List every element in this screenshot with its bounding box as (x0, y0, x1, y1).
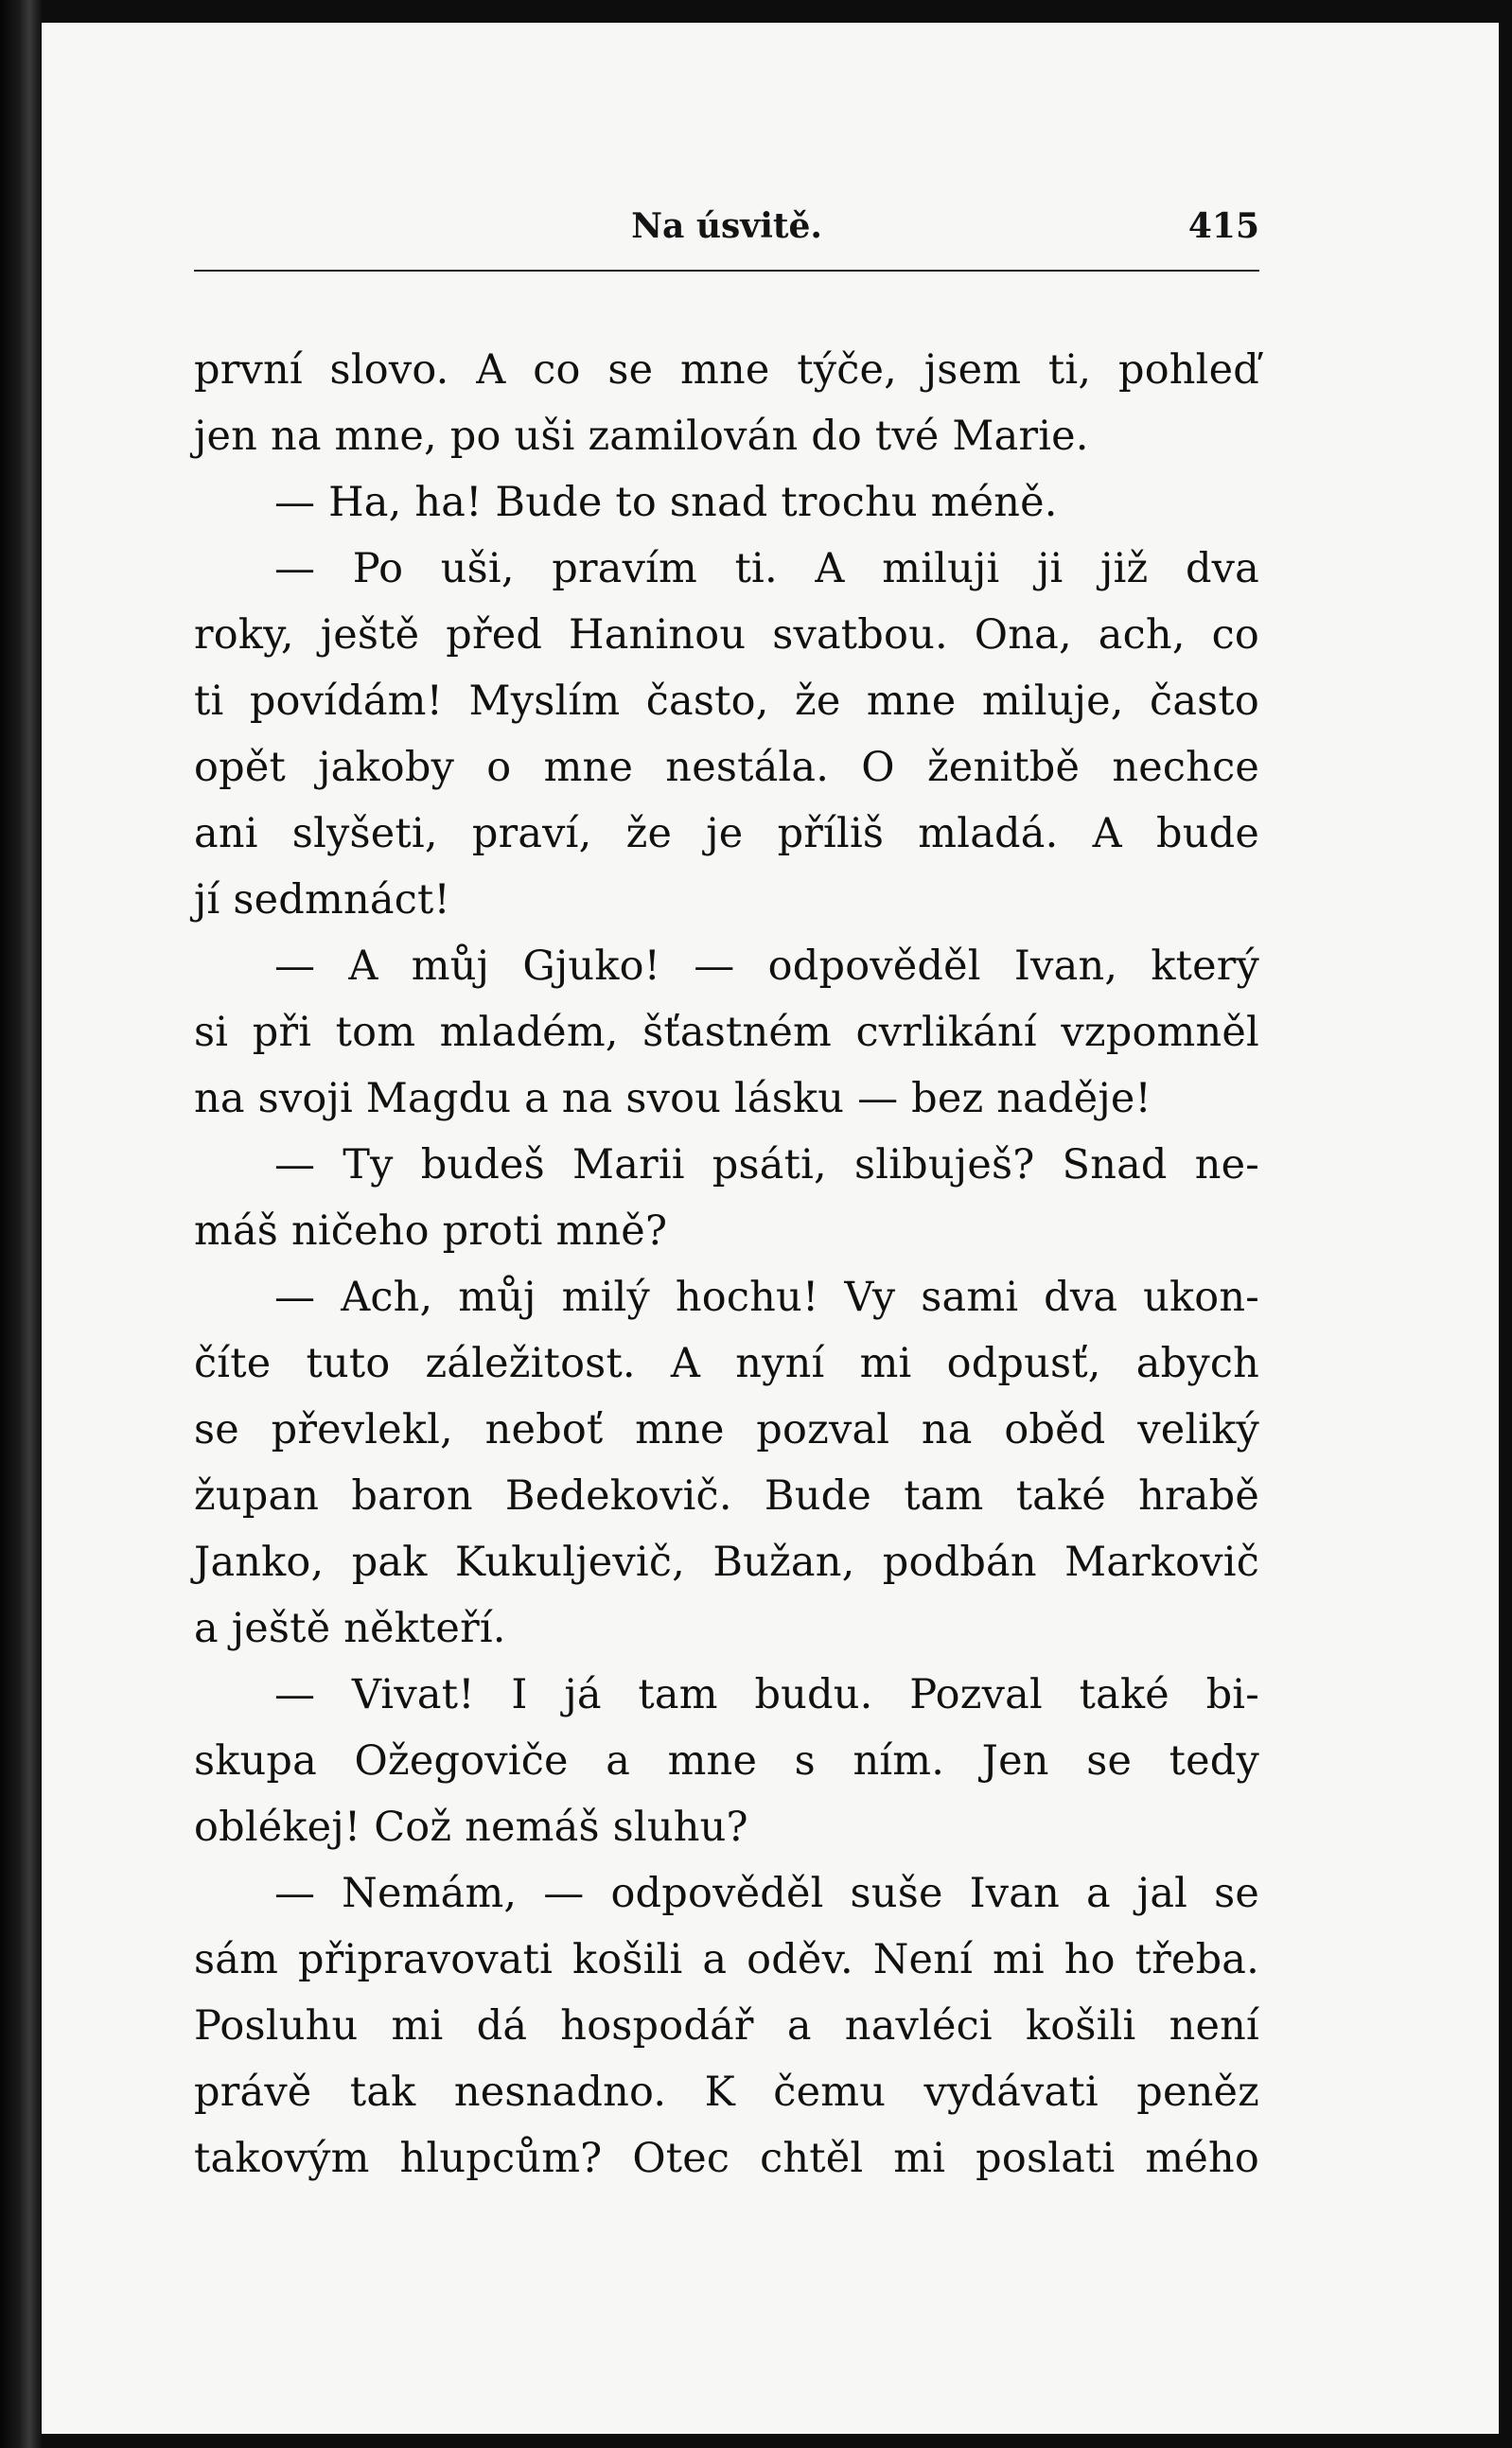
text-line: roky, ještě před Haninou svatbou. Ona, ach, co (194, 611, 1259, 659)
text-line: — Po uši, pravím ti. A miluji ji již dva (274, 545, 1259, 592)
text-line: — A můj Gjuko! — odpověděl Ivan, který (274, 942, 1259, 990)
text-line: — Ty budeš Marii psáti, slibuješ? Snad ne- (274, 1141, 1259, 1189)
text-line: skupa Ožegoviče a mne s ním. Jen se tedy (194, 1737, 1259, 1785)
text-line: se převlekl, neboť mne pozval na oběd veliký (194, 1406, 1259, 1453)
text-line: první slovo. A co se mne týče, jsem ti, pohleď (194, 346, 1259, 394)
text-line: máš ničeho proti mně? (194, 1207, 668, 1255)
text-line: číte tuto záležitost. A nyní mi odpusť, abych (194, 1340, 1259, 1387)
text-line: opět jakoby o mne nestála. O ženitbě nechce (194, 744, 1259, 791)
text-line: na svoji Magdu a na svou lásku — bez naděje! (194, 1075, 1152, 1122)
running-title: Na úsvitě. (631, 206, 822, 246)
header-rule (194, 270, 1259, 272)
text-line: a ještě někteří. (194, 1605, 506, 1652)
text-line: — Ach, můj milý hochu! Vy sami dva ukon- (274, 1274, 1259, 1321)
text-line: oblékej! Což nemáš sluhu? (194, 1804, 748, 1851)
text-line: jen na mne, po uši zamilován do tvé Marie. (194, 413, 1089, 460)
text-line: jí sedmnáct! (194, 876, 450, 924)
text-line: ti povídám! Myslím často, že mne miluje, často (194, 678, 1259, 725)
text-line: sám připravovati košili a oděv. Není mi ho třeba. (194, 1936, 1259, 1983)
text-line: právě tak nesnadno. K čemu vydávati peněz (194, 2069, 1259, 2116)
text-line: Posluhu mi dá hospodář a navléci košili není (194, 2002, 1259, 2050)
text-line: — Ha, ha! Bude to snad trochu méně. (274, 479, 1058, 526)
text-line: ani slyšeti, praví, že je příliš mladá. A bude (194, 810, 1259, 857)
text-line: Janko, pak Kukuljevič, Bužan, podbán Markovič (194, 1539, 1259, 1586)
text-line: si při tom mladém, šťastném cvrlikání vzpomněl (194, 1009, 1259, 1056)
binding-edge (0, 0, 42, 2448)
page-header (194, 206, 1259, 263)
text-line: župan baron Bedekovič. Bude tam také hrabě (194, 1472, 1259, 1520)
text-line: takovým hlupcům? Otec chtěl mi poslati mého (194, 2135, 1259, 2182)
body-text (194, 337, 1259, 2192)
text-line: — Vivat! I já tam budu. Pozval také bi- (274, 1671, 1259, 1718)
page-number: 415 (1187, 206, 1259, 246)
text-line: — Nemám, — odpověděl suše Ivan a jal se (274, 1870, 1259, 1917)
